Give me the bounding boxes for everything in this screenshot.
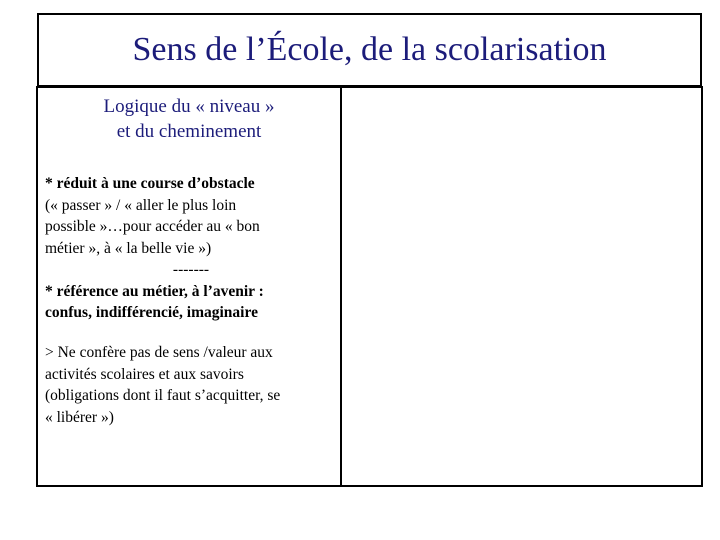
- text-line: > Ne confère pas de sens /valeur aux: [45, 344, 273, 361]
- text-line: * référence au métier, à l’avenir :: [45, 282, 264, 300]
- right-column: [342, 88, 701, 485]
- text-block-2: [45, 342, 337, 428]
- left-column: [38, 88, 340, 485]
- text-line: (« passer » / « aller le plus loin: [45, 196, 237, 214]
- text-line: possible »…pour accéder au « bon: [45, 218, 260, 235]
- column-heading: [38, 94, 340, 144]
- column-heading-line: Logique du « niveau »: [103, 96, 275, 117]
- text-line: (obligations dont il faut s’acquitter, se: [45, 387, 281, 404]
- title-box: [37, 13, 702, 87]
- slide-title: Sens de l’École, de la scolarisation: [132, 31, 607, 68]
- text-line: « libérer »): [45, 408, 114, 426]
- separator: -------: [172, 261, 210, 278]
- text-line: activités scolaires et aux savoirs: [45, 365, 244, 383]
- text-line: confus, indifférencié, imaginaire: [45, 304, 258, 321]
- text-line: métier », à « la belle vie »): [45, 239, 212, 257]
- column-heading-line: et du cheminement: [116, 121, 262, 142]
- content-table: [36, 86, 703, 487]
- text-line: * réduit à une course d’obstacle: [45, 175, 255, 192]
- text-block-1: [45, 173, 337, 324]
